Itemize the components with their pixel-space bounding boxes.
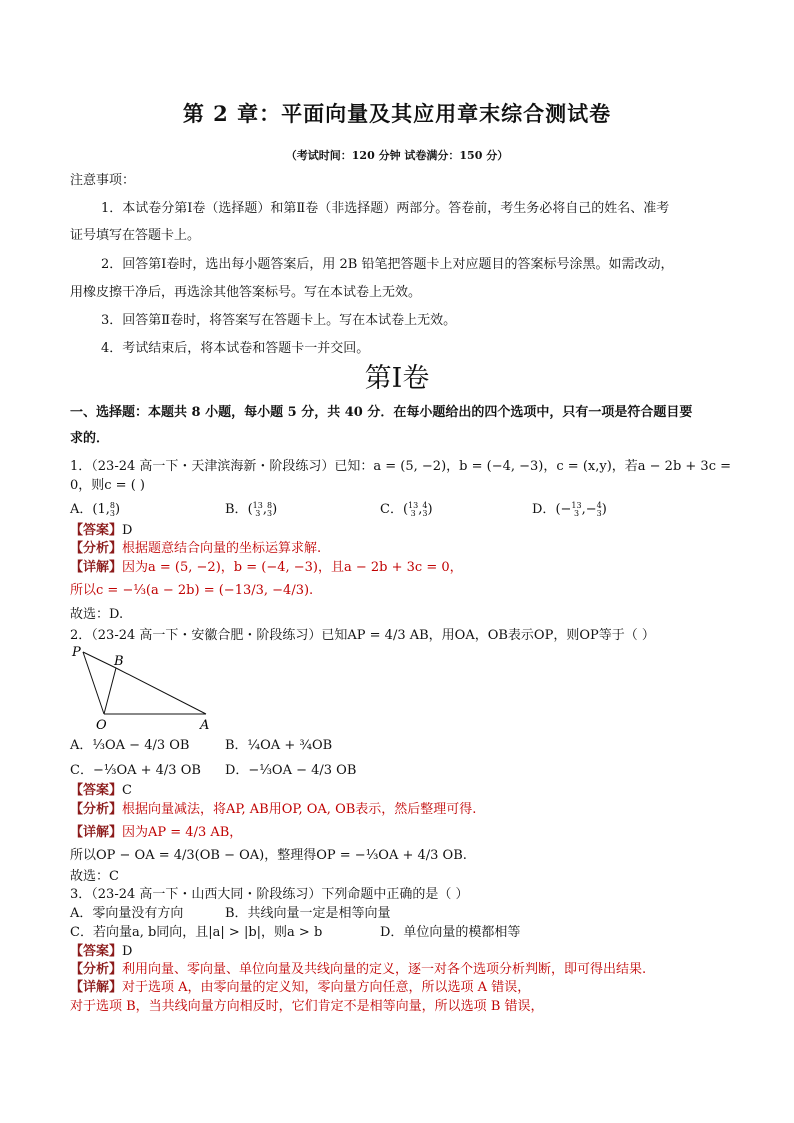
answer-tag: 【答案】 [70,944,123,959]
analysis-tag: 【分析】 [70,962,123,977]
q3-option-d: D．单位向量的模都相等 [380,925,521,940]
label-o: O [96,718,107,732]
q2-detail-2 [70,847,467,865]
note-1b: 证号填写在答题卡上。 [70,228,201,243]
q1-stem-eq: a − 2b + 3c = [637,459,731,474]
frac: 4 3 [596,500,602,518]
q2-option-b: B．¼OA + ¾OB [225,738,333,753]
section-heading-line2: 求的． [70,431,110,446]
q1-stem-line2: 0，则c = ( ) [70,478,145,493]
note-4: 4．考试结束后，将本试卷和答题卡一并交回。 [101,341,370,356]
analysis-tag: 【分析】 [70,802,123,817]
frac: 8 3 [109,500,115,518]
q2-answer [70,782,132,800]
q1-answer [70,522,132,540]
q1-option-c-label: C． [380,502,403,517]
page-title: 第 2 章：平面向量及其应用章末综合测试卷 [182,101,612,126]
q2-detail [70,824,242,842]
detail-tag: 【详解】 [70,560,123,575]
q2-option-d: D．−⅓OA − 4/3 OB [225,763,357,778]
q1-option-c: C．( 13 3 , 4 3 ) [380,500,433,518]
q1-option-b-label: B． [225,502,248,517]
q1-stem-c: c = (x,y)，若 [556,459,638,474]
q1-analysis [70,540,321,558]
note-2a: 2．回答第Ⅰ卷时，选出每小题答案后，用 2B 铅笔把答题卡上对应题目的答案标号涂黑。如需改动， [101,257,674,272]
detail-text: 因为AP = 4/3 AB， [122,825,243,840]
exam-info: （考试时间：120 分钟 试卷满分：150 分） [285,149,509,162]
q2-stem: 2．（23-24 高一下・安徽合肥・阶段练习）已知AP = 4/3 AB，用OA，OB表示OP，则OP等于（ ） [70,628,655,643]
q3-option-b: B．共线向量一定是相等向量 [225,906,391,921]
q2-analysis [70,801,476,819]
q2-triangle-diagram [68,642,218,732]
q1-stem-a: a = (5, −2)， [373,459,460,474]
detail-tag: 【详解】 [70,825,123,840]
q1-stem-prefix: 1．（23-24 高一下・天津滨海新・阶段练习）已知： [70,459,374,474]
q1-detail-2: 所以c = −⅓(a − 2b) = (−13/3, −4/3). [70,583,314,598]
answer-tag: 【答案】 [70,523,123,538]
q3-detail [70,979,530,997]
frac: 13 3 [571,500,582,518]
answer-value: D [122,523,133,538]
q3-option-c: C．若向量a, b同向，且|a| > |b|，则a > b [70,925,323,940]
q3-detail-2: 对于选项 B，当共线向量方向相反时，它们肯定不是相等向量，所以选项 B 错误， [70,999,544,1014]
frac: 13 3 [408,500,419,518]
q1-option-d: D．(− 13 3 ,− 4 3 ) [532,500,607,518]
frac: 4 3 [422,500,428,518]
volume-heading: 第Ⅰ卷 [364,363,430,394]
q3-option-a: A．零向量没有方向 [70,906,184,921]
section-heading-line1: 一、选择题：本题共 8 小题，每小题 5 分，共 40 分．在每小题给出的四个选项中，只有一项是符合题目要 [70,405,693,420]
note-3: 3．回答第Ⅱ卷时，将答案写在答题卡上。写在本试卷上无效。 [101,313,457,328]
frac: 8 3 [266,500,273,518]
analysis-text: 利用向量、零向量、单位向量及共线向量的定义，逐一对各个选项分析判断，即可得出结果. [122,962,647,977]
segment-po [83,652,104,714]
analysis-tag: 【分析】 [70,541,123,556]
q1-option-a-label: A． [70,502,93,517]
analysis-text: 根据向量减法，将AP, AB用OP, OA, OB表示，然后整理可得. [122,802,477,817]
q1-choose: 故选：D. [70,607,124,622]
q2-option-a: A．⅓OA − 4/3 OB [70,738,190,753]
q1-stem-line1 [70,458,731,476]
q1-option-b: B．( 13 3 , 8 3 ) [225,500,278,518]
detail-tag: 【详解】 [70,980,123,995]
q1-stem-b: b = (−4, −3)， [459,459,557,474]
q2-option-c: C．−⅓OA + 4/3 OB [70,763,201,778]
detail-text: 对于选项 A，由零向量的定义知，零向量方向任意，所以选项 A 错误， [122,980,531,995]
segment-bo [104,668,116,714]
notes-heading: 注意事项： [70,173,136,188]
q1-option-d-label: D． [532,502,556,517]
q3-analysis [70,961,646,979]
detail-text-2: 所以OP − OA = 4/3(OB − OA)，整理得OP = −⅓OA + 4/3 OB. [70,848,467,863]
note-1a: 1．本试卷分第Ⅰ卷（选择题）和第Ⅱ卷（非选择题）两部分。答卷前，考生务必将自己的姓名、准考 [101,201,670,216]
label-b: B [114,654,124,669]
label-p: P [72,645,81,660]
note-2b: 用橡皮擦干净后，再选涂其他答案标号。写在本试卷上无效。 [70,285,422,300]
analysis-text: 根据题意结合向量的坐标运算求解. [122,541,322,556]
q3-answer [70,943,132,961]
frac: 13 3 [252,500,263,518]
segment-ba [116,668,206,714]
label-a: A [200,718,210,732]
q2-choose: 故选：C [70,869,119,884]
q3-stem: 3．（23-24 高一下・山西大同・阶段练习）下列命题中正确的是（ ） [70,887,469,902]
answer-tag: 【答案】 [70,783,123,798]
q1-detail [70,559,463,577]
q1-option-a: A．(1, 8 3 ) [70,500,121,518]
answer-value: D [122,944,133,959]
answer-value: C [122,783,132,798]
detail-text: 因为a = (5, −2)，b = (−4, −3)，且a − 2b + 3c = 0， [122,560,463,575]
